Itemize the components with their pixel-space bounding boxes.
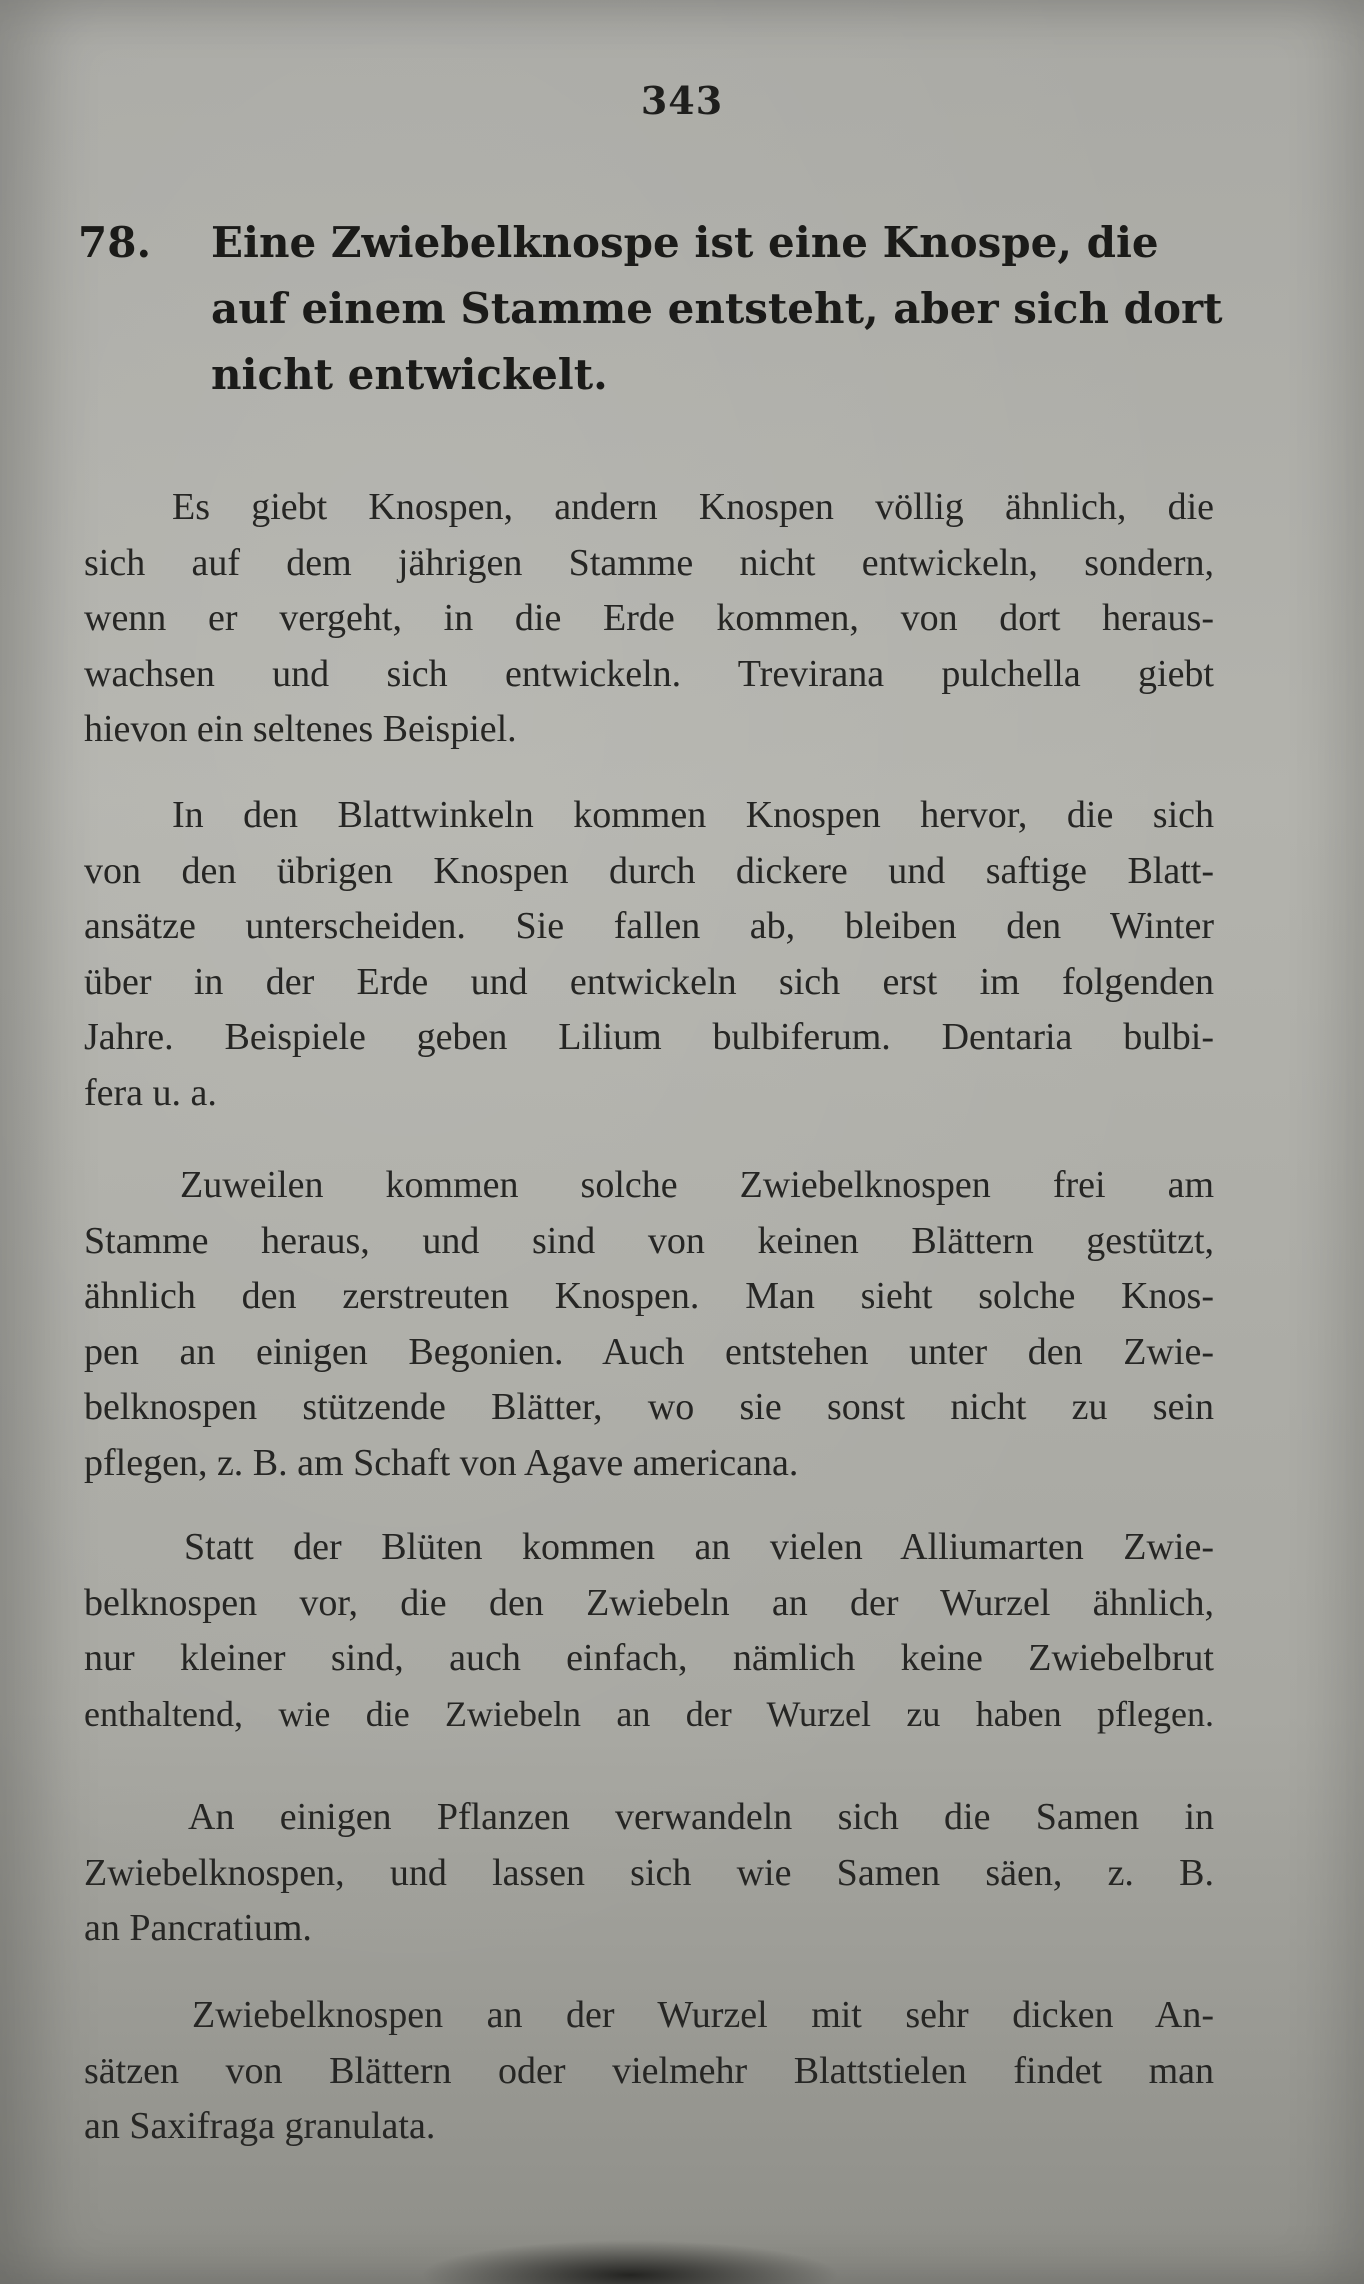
text-line: sich auf dem jährigen Stamme nicht entwickeln, sondern, [84,541,1214,584]
text-line: enthaltend, wie die Zwiebeln an der Wurzel zu haben pflegen. [84,1693,1214,1734]
section-number: 78. [78,218,152,267]
text-line: an Saxifraga granulata. [84,2105,436,2147]
text-line: An einigen Pflanzen verwandeln sich die Samen in [188,1796,1214,1838]
page-number: 343 [640,78,724,123]
text-line: Jahre. Beispiele geben Lilium bulbiferum. Dentaria bulbi- [84,1016,1214,1058]
paragraph-2 [84,788,1214,1121]
paragraph-6 [84,1988,1214,2155]
text-line: ähnlich den zerstreuten Knospen. Man sieht solche Knos- [84,1275,1214,1317]
text-line: belknospen stützende Blätter, wo sie sonst nicht zu sein [84,1386,1214,1428]
text-line: hievon ein seltenes Beispiel. [84,708,517,750]
text-line: pen an einigen Begonien. Auch entstehen unter den Zwie- [84,1330,1214,1373]
text-line: fera u. a. [84,1071,217,1114]
text-line: nur kleiner sind, auch einfach, nämlich keine Zwiebelbrut [84,1637,1214,1679]
paragraph-3 [84,1158,1214,1491]
text-line: wachsen und sich entwickeln. Trevirana pulchella giebt [84,652,1214,695]
binding-shadow [420,2240,840,2284]
section-heading [78,210,1228,408]
text-line: Es giebt Knospen, andern Knospen völlig ähnlich, die [172,486,1214,528]
text-line: Stamme heraus, und sind von keinen Blättern gestützt, [84,1219,1214,1262]
text-line: über in der Erde und entwickeln sich erst im folgenden [84,960,1214,1003]
text-line: sätzen von Blättern oder vielmehr Blattstielen findet man [84,2049,1214,2092]
text-line: von den übrigen Knospen durch dickere und saftige Blatt- [84,849,1214,892]
text-line: Zwiebelknospen an der Wurzel mit sehr dicken An- [192,1994,1214,2036]
text-line: belknospen vor, die den Zwiebeln an der Wurzel ähnlich, [84,1581,1214,1624]
text-line: Statt der Blüten kommen an vielen Alliumarten Zwie- [184,1526,1214,1568]
text-line: In den Blattwinkeln kommen Knospen hervor, die sich [172,794,1214,836]
text-line: wenn er vergeht, in die Erde kommen, von dort heraus- [84,597,1214,639]
text-line: pflegen, z. B. am Schaft von Agave americana. [84,1441,799,1484]
paragraph-1 [84,480,1214,758]
text-line: ansätze unterscheiden. Sie fallen ab, bleiben den Winter [84,905,1214,947]
paragraph-4 [84,1520,1214,1742]
paragraph-5 [84,1790,1214,1957]
text-line: Zuweilen kommen solche Zwiebelknospen frei am [180,1164,1214,1206]
text-line: an Pancratium. [84,1907,312,1949]
text-line: Zwiebelknospen, und lassen sich wie Samen säen, z. B. [84,1851,1214,1894]
section-heading-text: Eine Zwiebelknospe ist eine Knospe, die auf einem Stamme entsteht, aber sich dort nicht entwickelt. [211,218,1223,399]
